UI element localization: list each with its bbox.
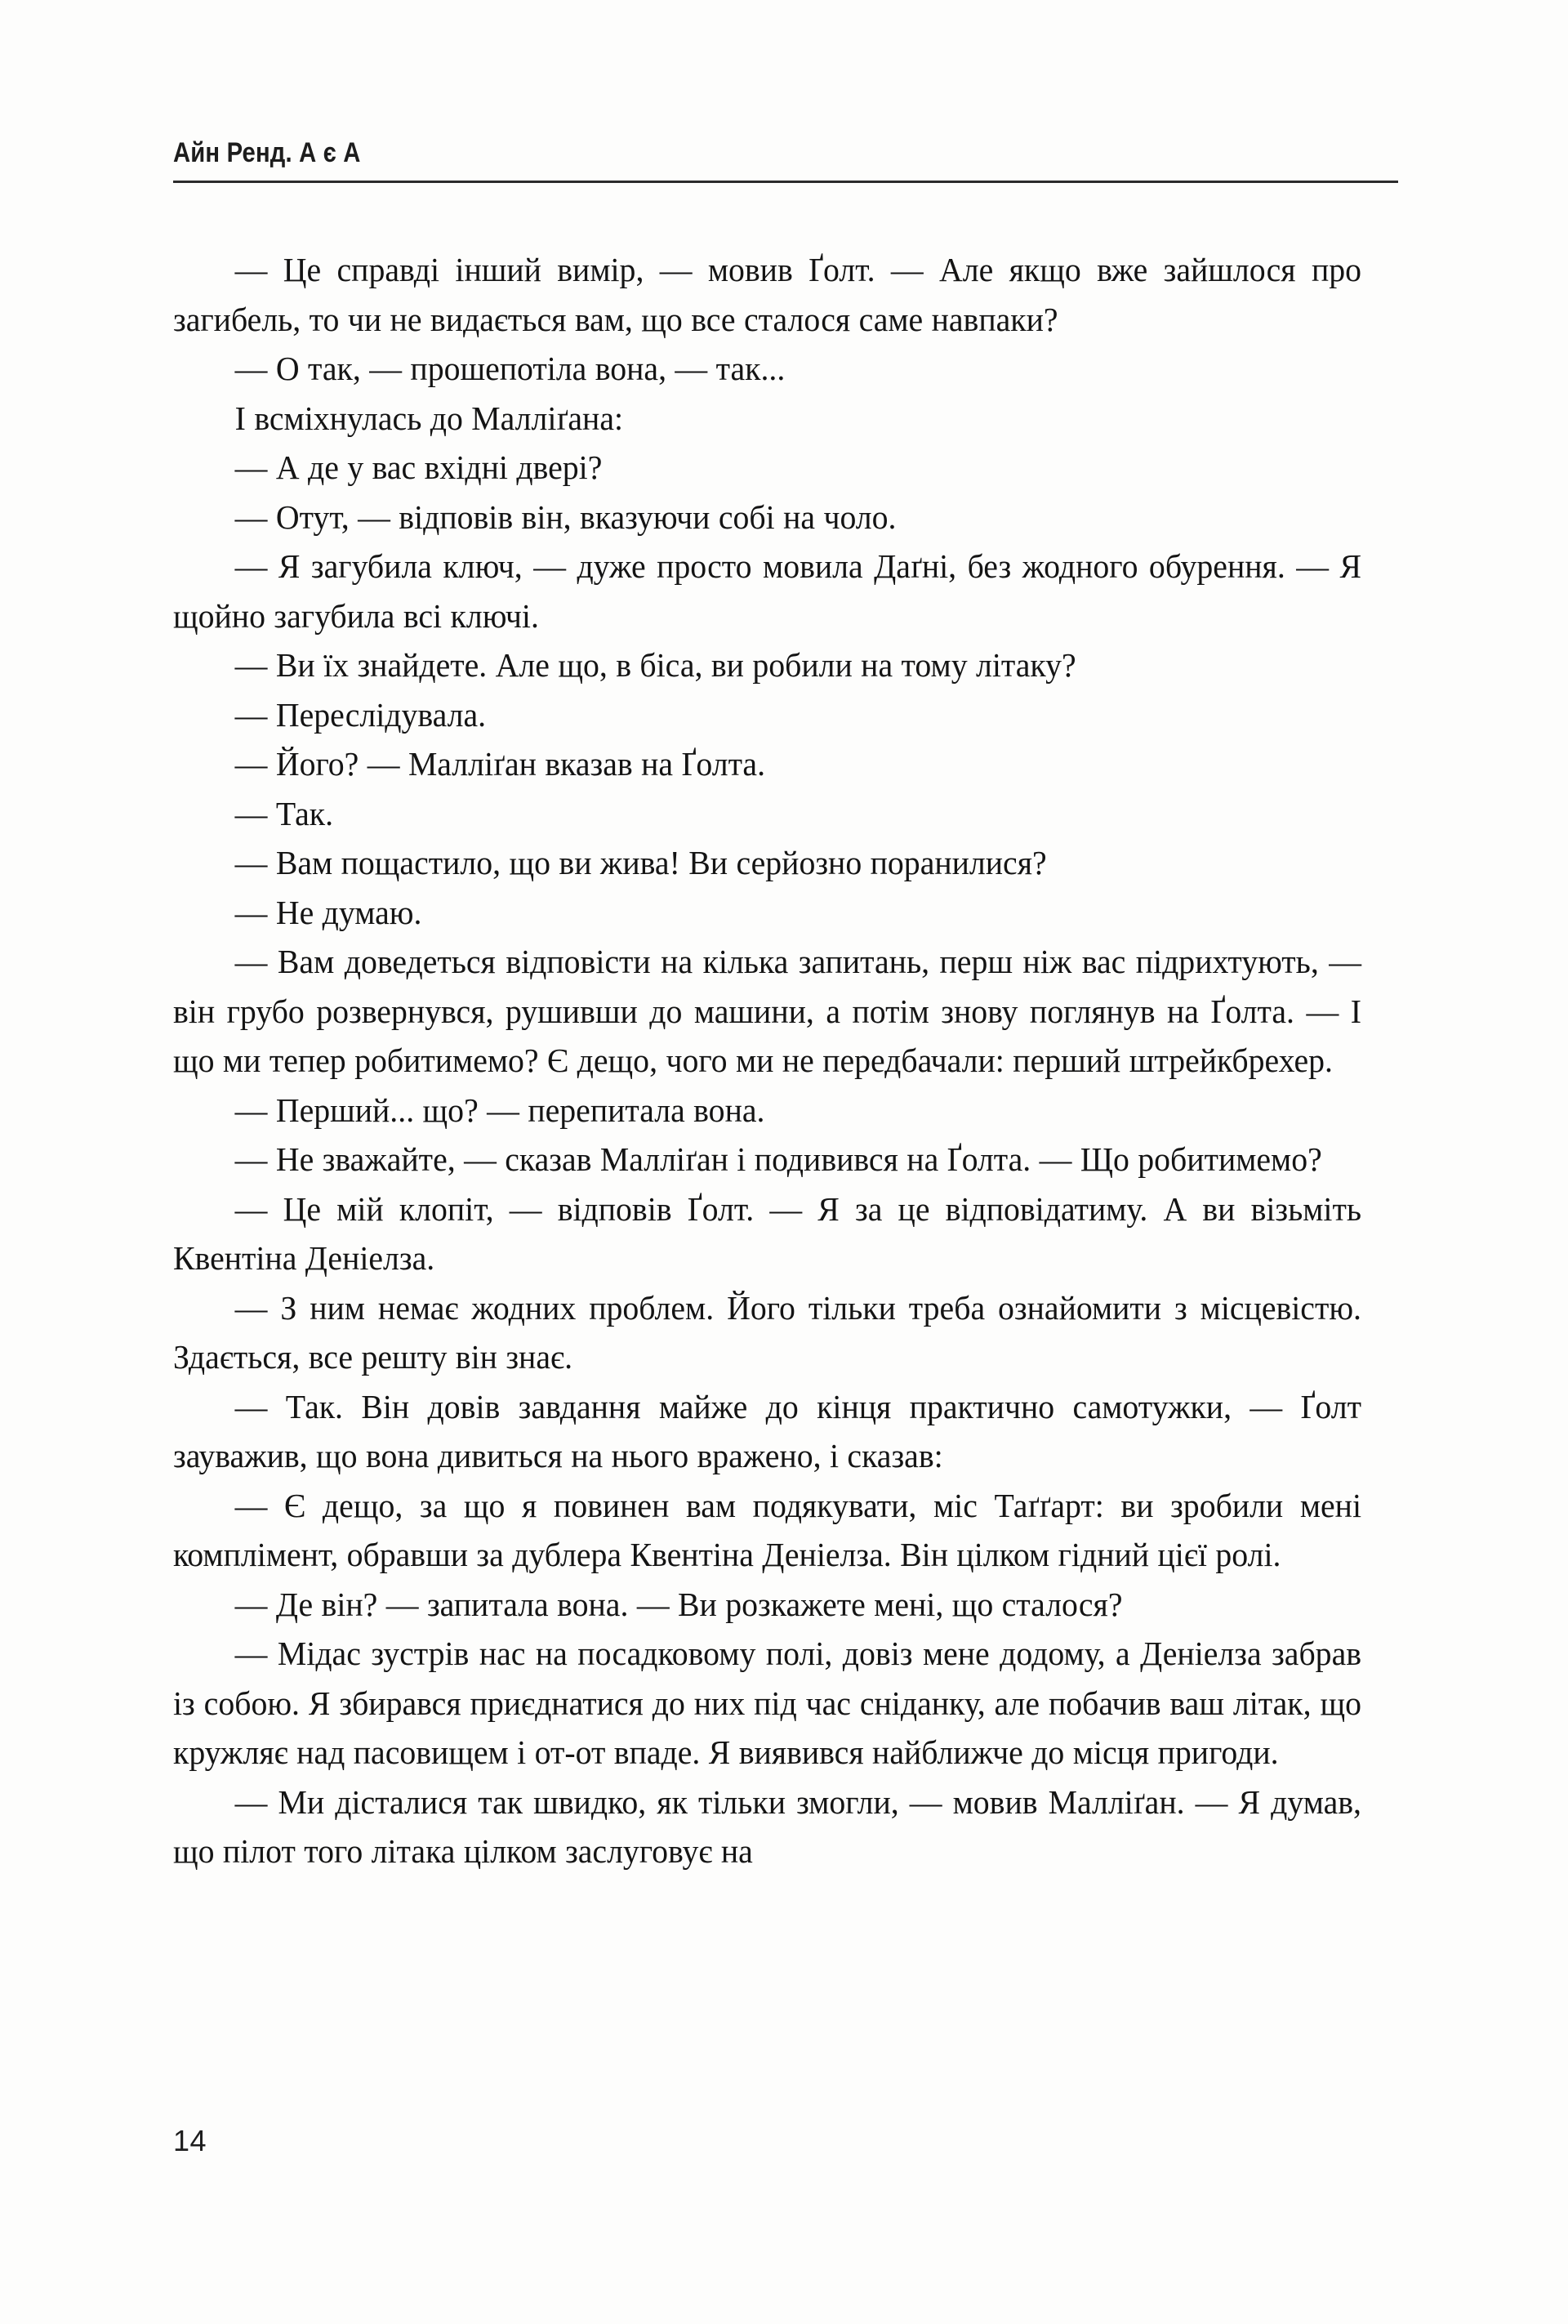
paragraph: — Це справді інший вимір, — мовив Ґолт. — Але якщо вже зайшлося про загибель, то чи не видається вам, що все сталося саме навпаки? — [173, 251, 1361, 338]
paragraph: — Це мій клопіт, — відповів Ґолт. — Я за це відповідатиму. А ви візьміть Квентіна Деніелза. — [173, 1189, 1361, 1277]
paragraph: — Так. — [234, 794, 334, 832]
paragraph: — Я загубила ключ, — дуже просто мовила Даґні, без жодного обурення. — Я щойно загубила всі ключі. — [173, 547, 1361, 635]
paragraph: — Мідас зустрів нас на посадковому полі, довіз мене додому, а Деніелза забрав із собою. Я збирався приєднатися до них під час сніданку, але побачив ваш літак, що кружляє над пасовищем і от-от впаде. Я виявився найближче до місця пригоди. — [173, 1635, 1361, 1771]
paragraph: — Ви їх знайдете. Але що, в біса, ви робили на тому літаку? — [234, 646, 1076, 684]
paragraph: — Не думаю. — [234, 893, 422, 931]
paragraph: — Вам доведеться відповісти на кілька запитань, перш ніж вас підрихтують, — він грубо розвернувся, рушивши до машини, а потім знову поглянув на Ґолта. — І що ми тепер робитимемо? Є дещо, чого ми не передбачали: перший штрейкбрехер. — [173, 943, 1361, 1079]
paragraph: І всміхнулась до Малліґана: — [234, 399, 624, 437]
paragraph: — Отут, — відповів він, вказуючи собі на чоло. — [234, 497, 897, 536]
paragraph: — А де у вас вхідні двері? — [234, 448, 603, 486]
paragraph: — Ми дісталися так швидко, як тільки змогли, — мовив Малліґан. — Я думав, що пілот того літака цілком заслуговує на — [173, 1782, 1361, 1870]
paragraph: — Вам пощастило, що ви жива! Ви серйозно поранилися? — [234, 844, 1047, 881]
paragraph: — Переслідувала. — [234, 695, 487, 734]
running-header-title: Айн Ренд. А є А — [173, 137, 361, 168]
paragraph: — О так, — прошепотіла вона, — так... — [234, 350, 786, 387]
paragraph: — Де він? — запитала вона. — Ви розкажете мені, що сталося? — [234, 1585, 1123, 1623]
paragraph: — Так. Він довів завдання майже до кінця практично самотужки, — Ґолт зауважив, що вона дивиться на нього враженo, і сказав: — [173, 1387, 1361, 1474]
body-text-block — [173, 245, 1398, 1876]
page-number: 14 — [173, 2124, 207, 2157]
paragraph: — Перший... що? — перепитала вона. — [234, 1091, 765, 1129]
paragraph: — Є дещо, за що я повинен вам подякувати, міс Таґґарт: ви зробили мені комплімент, обравши за дублера Квентіна Деніелза. Він цілком гідний цієї ролі. — [173, 1486, 1361, 1573]
paragraph: — Його? — Малліґан вказав на Ґолта. — [234, 745, 766, 783]
running-header — [173, 137, 1398, 183]
header-divider — [173, 181, 1398, 183]
paragraph: — З ним немає жодних проблем. Його тільки треба ознайомити з місцевістю. Здається, все решту він знає. — [173, 1288, 1361, 1376]
paragraph: — Не зважайте, — сказав Малліґан і подивився на Ґолта. — Що робитимемо? — [234, 1140, 1322, 1178]
